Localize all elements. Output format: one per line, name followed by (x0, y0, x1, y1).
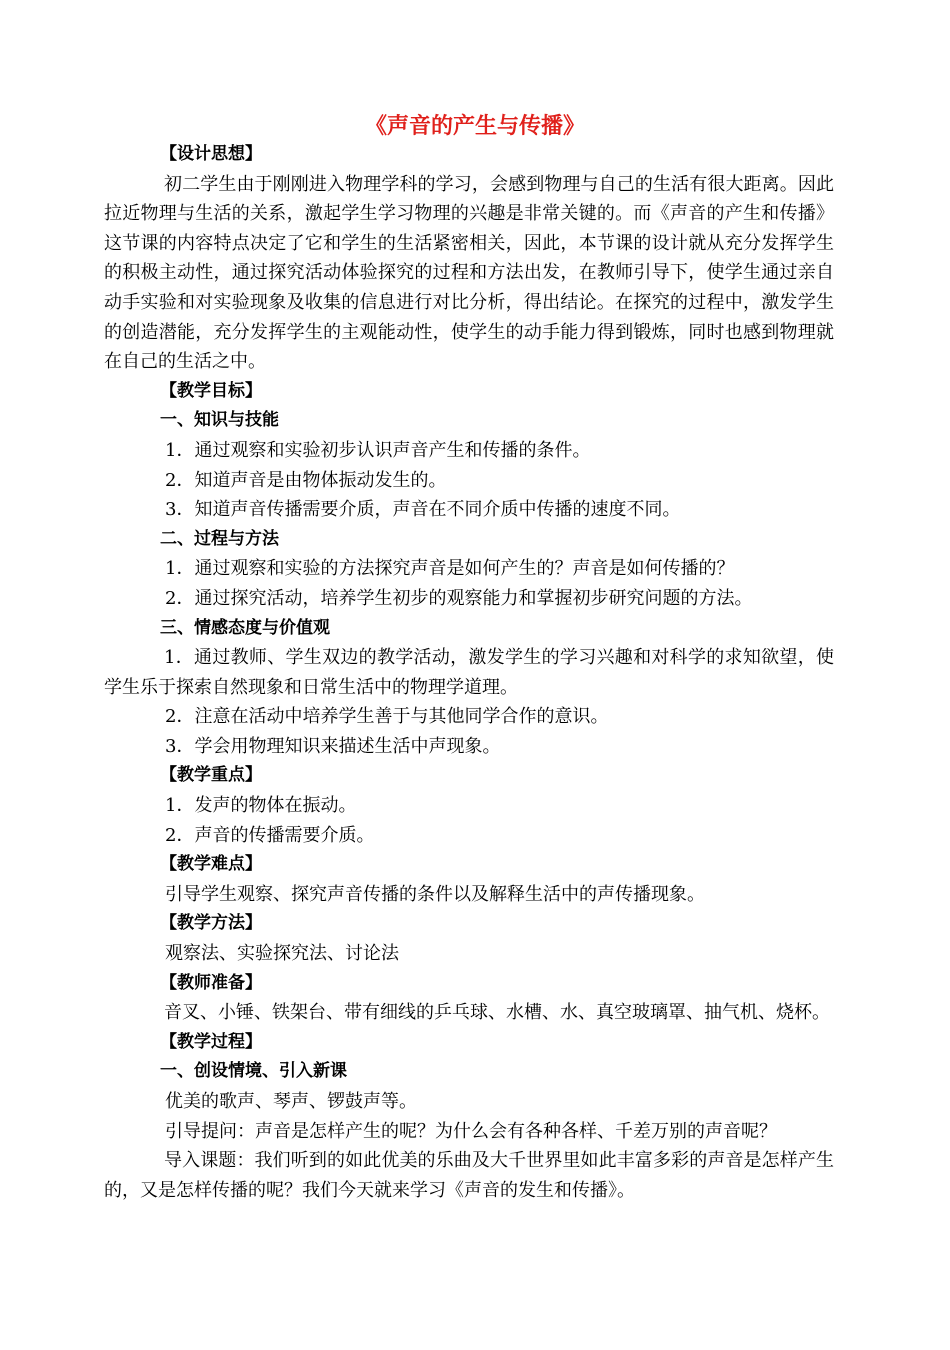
key-item: 1．发声的物体在振动。 (165, 795, 357, 817)
prep-heading: 【教师准备】 (160, 972, 262, 993)
goal3-item: 2．注意在活动中培养学生善于与其他同学合作的意识。 (165, 706, 609, 728)
process1-line: 引导提问：声音是怎样产生的呢？为什么会有各种各样、千差万别的声音呢？ (165, 1120, 777, 1142)
goal1-item: 1．通过观察和实验初步认识声音产生和传播的条件。 (165, 439, 591, 461)
goal1-item: 3．知道声音传播需要介质，声音在不同介质中传播的速度不同。 (165, 499, 681, 521)
goal3-heading: 三、情感态度与价值观 (160, 617, 330, 638)
goal2-heading: 二、过程与方法 (160, 528, 279, 549)
process-heading: 【教学过程】 (160, 1031, 262, 1052)
method-heading: 【教学方法】 (160, 913, 262, 934)
document-body (104, 140, 834, 1205)
prep-text: 音叉、小锤、铁架台、带有细线的乒乓球、水槽、水、真空玻璃罩、抽气机、烧杯。 (164, 1002, 830, 1024)
difficulty-text: 引导学生观察、探究声音传播的条件以及解释生活中的声传播现象。 (165, 883, 705, 905)
goal3-item: 1．通过教师、学生双边的教学活动，激发学生的学习兴趣和对科学的求知欲望，使学生乐于探索自然现象和日常生活中的物理学道理。 (104, 647, 834, 698)
key-item: 2．声音的传播需要介质。 (165, 824, 375, 846)
goal1-heading: 一、知识与技能 (160, 410, 279, 431)
document-title: 《声音的产生与传播》 (364, 114, 585, 139)
method-text: 观察法、实验探究法、讨论法 (165, 943, 399, 965)
goal-heading: 【教学目标】 (160, 380, 262, 401)
difficulty-heading: 【教学难点】 (160, 854, 262, 875)
process1-line: 优美的歌声、琴声、锣鼓声等。 (165, 1091, 417, 1112)
goal2-item: 2．通过探究活动，培养学生初步的观察能力和掌握初步研究问题的方法。 (165, 587, 753, 609)
goal2-item: 1．通过观察和实验的方法探究声音是如何产生的？声音是如何传播的？ (165, 558, 735, 580)
design-paragraph: 初二学生由于刚刚进入物理学科的学习，会感到物理与自己的生活有很大距离。因此拉近物理与生活的关系，激起学生学习物理的兴趣是非常关键的。而《声音的产生和传播》这节课的内容特点决定了它和学生的生活紧密相关，因此，本节课的设计就从充分发挥学生的积极主动性，通过探究活动体验探究的过程和方法出发，在教师引导下，使学生通过亲自动手实验和对实验现象及收集的信息进行对比分析，得出结论。在探究的过程中，激发学生的创造潜能，充分发挥学生的主观能动性，使学生的动手能力得到锻炼，同时也感到物理就在自己的生活之中。 (104, 173, 834, 373)
goal1-item: 2．知道声音是由物体振动发生的。 (165, 469, 447, 491)
key-heading: 【教学重点】 (160, 765, 262, 786)
goal3-item: 3．学会用物理知识来描述生活中声现象。 (165, 735, 501, 757)
design-heading: 【设计思想】 (160, 144, 262, 164)
process1-heading: 一、创设情境、引入新课 (160, 1061, 347, 1082)
process1-intro: 导入课题：我们听到的如此优美的乐曲及大千世界里如此丰富多彩的声音是怎样产生的，又是怎样传播的呢？我们今天就来学习《声音的发生和传播》。 (104, 1150, 834, 1201)
